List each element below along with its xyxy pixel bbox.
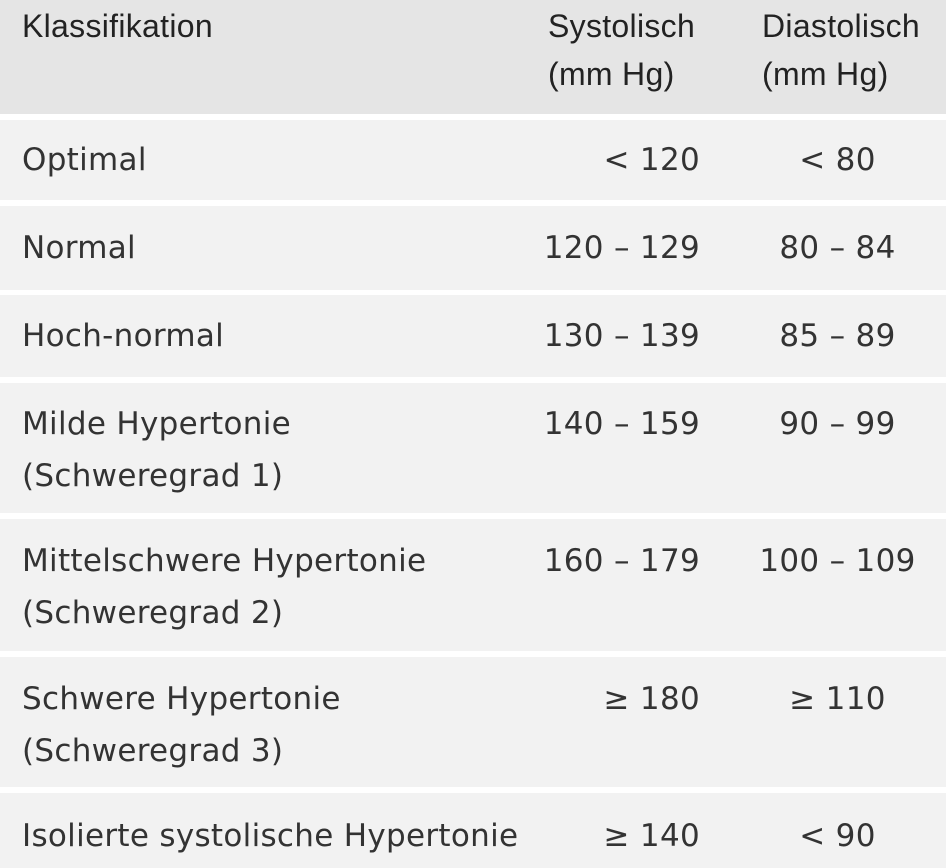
row-klassifikation-line: Mittelschwere Hypertonie [22,543,427,579]
row-klassifikation-line: (Schweregrad 2) [22,595,284,631]
row-diastolisch: 85 – 89 [779,318,896,354]
row-systolisch: 120 – 129 [543,230,700,266]
row-klassifikation-line: Milde Hypertonie [22,406,291,442]
table-row [0,793,946,868]
header-diastolisch-unit: (mm Hg) [762,56,889,92]
table-row [0,383,946,513]
row-diastolisch: < 90 [799,818,876,854]
row-klassifikation-line: Schwere Hypertonie [22,681,341,717]
row-klassifikation: Hoch-normal [22,318,225,354]
row-klassifikation: Normal [22,230,136,266]
row-klassifikation [22,398,291,502]
header-diastolisch-label: Diastolisch [762,8,921,44]
table-header [0,0,946,114]
row-diastolisch: 90 – 99 [779,406,896,442]
header-systolisch-unit: (mm Hg) [548,56,675,92]
row-systolisch: ≥ 140 [603,818,700,854]
table-row [0,657,946,787]
table-row [0,295,946,377]
row-systolisch: 160 – 179 [543,543,700,579]
row-klassifikation [22,673,341,777]
header-klassifikation: Klassifikation [22,8,213,44]
row-systolisch: < 120 [603,142,700,178]
row-klassifikation: Isolierte systolische Hypertonie [22,818,519,854]
row-klassifikation-line: (Schweregrad 3) [22,733,284,769]
row-klassifikation-line: (Schweregrad 1) [22,458,284,494]
row-klassifikation: Optimal [22,142,147,178]
table-row [0,519,946,651]
row-systolisch: 130 – 139 [543,318,700,354]
row-klassifikation [22,535,426,639]
row-diastolisch: ≥ 110 [789,681,886,717]
table-row [0,120,946,200]
header-diastolisch [762,2,937,98]
row-systolisch: 140 – 159 [543,406,700,442]
row-systolisch: ≥ 180 [603,681,700,717]
header-systolisch [548,2,708,98]
row-diastolisch: < 80 [799,142,876,178]
header-systolisch-label: Systolisch [548,8,696,44]
table-row [0,206,946,290]
row-diastolisch: 100 – 109 [759,543,916,579]
row-diastolisch: 80 – 84 [779,230,896,266]
